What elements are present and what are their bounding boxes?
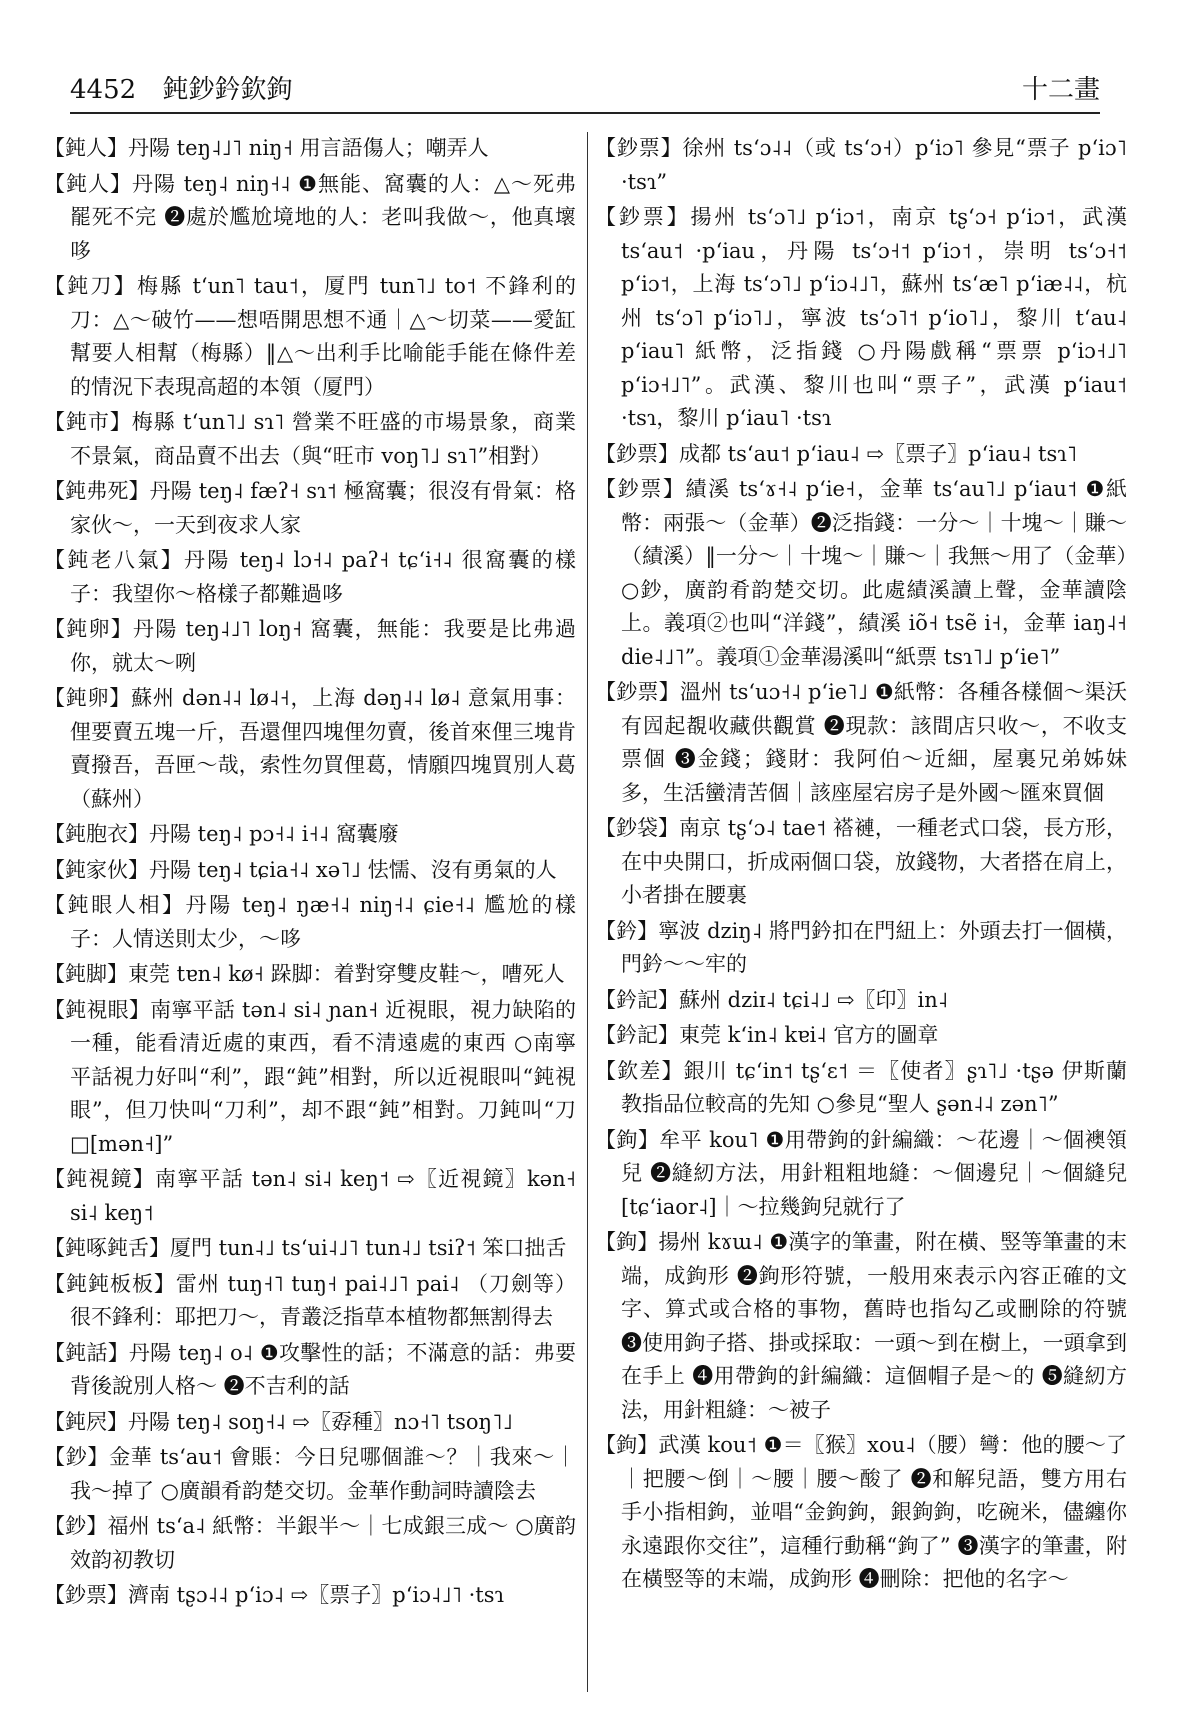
dictionary-entry: 【鈔票】溫州 tsʻuɔ˧˨ pʻie˥˩ ❶紙幣：各種各樣個～渠沃有囥起覩收藏供觀賞 ❷現款：該間店只收～，不收支票個 ❸金錢；錢財：我阿伯～近細，屋裏兄弟姊妹多，生活蠻清苦個｜該座屋宕房子是外國～匯來買個: [595, 680, 1127, 805]
header-characters: 鈍鈔鈐欽鉤: [162, 74, 293, 105]
dictionary-entry: 【鈍話】丹陽 teŋ˨ o˨ ❶攻擊性的話；不滿意的話：弗要背後說別人格～ ❷不吉利的話: [44, 1340, 576, 1398]
dictionary-entry: 【鈍卵】丹陽 teŋ˨˩˥ loŋ˧ 窩囊，無能：我要是比弗過你，就太～咧: [44, 617, 576, 675]
dictionary-entry: 【欽差】銀川 tɕʻin˦ tʂʻɛ˦ ＝〖使者〗ʂɿ˥˩ ·tʂə 伊斯蘭教指品位較高的先知 ○參見“聖人 ʂən˨˨ zən˥”: [595, 1058, 1127, 1116]
dictionary-entry: 【鈍弗死】丹陽 teŋ˨ fæʔ˧ sɿ˦ 極窩囊；很沒有骨氣：格家伙～，一天到夜求人家: [44, 479, 576, 537]
dictionary-entry: 【鈍視鏡】南寧平話 tən˨ si˨ keŋ˦ ⇨〖近視鏡〗kən˧ si˨ keŋ˦: [44, 1167, 576, 1225]
dictionary-entry: 【鈍鈍板板】雷州 tuŋ˧˥ tuŋ˧ pai˨˩˥ pai˨ （刀劍等）很不鋒利：耶把刀～，青叢泛指草本植物都無割得去: [44, 1271, 576, 1329]
dictionary-entry: 【鉤】揚州 kɤɯ˨ ❶漢字的筆畫，附在橫、竪等筆畫的末端，成鉤形 ❷鉤形符號，一般用來表示內容正確的文字、算式或合格的事物，舊時也指勾乙或刪除的符號 ❸使用鉤子搭、掛或採取：一頭～到在樹上，一頭拿到在手上 ❹用帶鉤的針編織：這個帽子是～的 ❺縫紉方法，用針粗縫：～被子: [595, 1230, 1127, 1422]
dictionary-entry: 【鈔票】濟南 tʂɔ˨˨ pʻiɔ˨ ⇨〖票子〗pʻiɔ˨˩˥ ·tsɿ: [44, 1583, 504, 1607]
dictionary-entry: 【鈍卵】蘇州 dən˨˨ lø˨˧，上海 dəŋ˨˨ lø˨ 意氣用事：俚要賣五塊一斤，吾還俚四塊俚勿賣，後首來俚三塊肯賣撥吾，吾匣～哉，索性勿買俚葛，情願四塊買別人葛（蘇州）: [44, 686, 576, 811]
dictionary-entry: 【鈍胞衣】丹陽 teŋ˨ pɔ˧˨ i˧˨ 窩囊廢: [44, 822, 399, 846]
dictionary-entry: 【鈍家伙】丹陽 teŋ˨ tɕia˧˨ xə˥˩ 怯懦、沒有勇氣的人: [44, 857, 557, 882]
dictionary-entry: 【鈔票】成都 tsʻau˦ pʻiau˨ ⇨〖票子〗pʻiau˨ tsɿ˥: [595, 441, 1078, 466]
dictionary-entry: 【鈔票】績溪 tsʻɤ˧˨ pʻie˧，金華 tsʻau˥˩ pʻiau˦ ❶紙幣：兩張～（金華）❷泛指錢：一分～｜十塊～｜賺～（績溪）‖一分～｜十塊～｜賺～｜我無～用了（金華）○鈔，廣韵肴韵楚交切。此處績溪讀上聲，金華讀陰上。義項②也叫“洋錢”，績溪 iõ˧ tsẽ i˧，金華 iaŋ˨˧ die˨˩˥”。義項①金華湯溪叫“紙票 tsɿ˥˩ pʻie˥”: [595, 477, 1127, 669]
dictionary-entry: 【鈔票】徐州 tsʻɔ˨˨（或 tsʻɔ˧）pʻiɔ˥ 參見“票子 pʻiɔ˥ ·tsɿ”: [595, 136, 1127, 194]
dictionary-entry: 【鉤】牟平 kou˥ ❶用帶鉤的針編織：～花邊｜～個襖領兒 ❷縫紉方法，用針粗粗地縫：～個邊兒｜～個縫兒[tɕʻiaor˨]｜～拉幾鉤兒就行了: [595, 1127, 1127, 1219]
dictionary-entry: 【鈔票】揚州 tsʻɔ˥˩ pʻiɔ˦，南京 tʂʻɔ˧ pʻiɔ˦，武漢 tsʻau˦ ·pʻiau，丹陽 tsʻɔ˧˦ pʻiɔ˦，崇明 tsʻɔ˧˦ pʻiɔ˦，上海 tsʻɔ˥˩ pʻiɔ˨˩˥，蘇州 tsʻæ˥ pʻiæ˨˨，杭州 tsʻɔ˥ pʻiɔ˥˩，寧波 tsʻɔ˥˦ pʻio˥˩，黎川 tʻau˨ pʻiau˥ 紙幣，泛指錢 ○丹陽戲稱“票票 pʻiɔ˧˩˥ pʻiɔ˧˩˥”。武漢、黎川也叫“票子”，武漢 pʻiau˦ ·tsɿ，黎川 pʻiau˥ ·tsɿ: [595, 205, 1127, 430]
dictionary-entry: 【鈐記】蘇州 dziɪ˨ tɕi˨˩ ⇨〖印〗in˨: [595, 987, 949, 1012]
dictionary-entry: 【鈔】金華 tsʻau˦ 會賬：今日兒哪個誰～？｜我來～｜我～掉了 ○廣韻肴韵楚交切。金華作動詞時讀陰去: [44, 1445, 576, 1503]
dictionary-entry: 【鈍屄】丹陽 teŋ˨ soŋ˧˨ ⇨〖孬種〗nɔ˧˥ tsoŋ˥˩: [44, 1409, 513, 1434]
dictionary-entry: 【鈍市】梅縣 tʻun˥˩ sɿ˥ 營業不旺盛的市場景象，商業不景氣，商品賣不出去（與“旺市 voŋ˥˩ sɿ˥”相對）: [44, 410, 576, 468]
dictionary-entry: 【鈍人】丹陽 teŋ˨˩˥ niŋ˧ 用言語傷人；嘲弄人: [44, 136, 489, 160]
section-title: 十二畫: [1021, 74, 1100, 105]
dictionary-entry: 【鈐記】東莞 kʻin˨ kɐi˨ 官方的圖章: [595, 1023, 939, 1047]
dictionary-entry: 【鈍啄鈍舌】厦門 tun˨˩ tsʻui˨˩˥ tun˨˩ tsiʔ˦ 笨口拙舌: [44, 1236, 567, 1260]
header-left: [70, 69, 310, 106]
column-divider: [587, 132, 588, 1692]
dictionary-entry: 【鈍視眼】南寧平話 tən˨ si˨ ɲan˧ 近視眼，視力缺陷的一種，能看清近處的東西，看不清遠處的東西 ○南寧平話視力好叫“利”，跟“鈍”相對，所以近視眼叫“鈍視眼”，但刀快叫“刀利”，却不跟“鈍”相對。刀鈍叫“刀□[mən˧]”: [44, 997, 576, 1156]
left-column: [44, 132, 576, 1707]
dictionary-entry: 【鈔】福州 tsʻa˨ 紙幣：半銀半～｜七成銀三成～ ○廣韵效韵初教切: [44, 1514, 576, 1572]
dictionary-entry: 【鈔袋】南京 tʂʻɔ˨ tae˦ 褡褳，一種老式口袋，長方形，在中央開口，折成兩個口袋，放錢物，大者搭在肩上，小者掛在腰裏: [595, 816, 1127, 907]
dictionary-entry: 【鉤】武漢 kou˦ ❶＝〖猴〗xou˨（腰）彎：他的腰～了｜把腰～倒｜～腰｜腰～酸了 ❷和解兒語，雙方用右手小指相鉤，並唱“金鉤鉤，銀鉤鉤，吃碗米，儘纏你永遠跟你交往”，這種行動稱“鉤了” ❸漢字的筆畫，附在橫竪等的末端，成鉤形 ❹刪除：把他的名字～: [595, 1433, 1127, 1591]
dictionary-entry: 【鈍人】丹陽 teŋ˨ niŋ˧˨ ❶無能、窩囊的人：△～死弗罷死不完 ❷處於尷尬境地的人：老叫我做～，他真壞哆: [44, 171, 576, 263]
dictionary-entry: 【鈍刀】梅縣 tʻun˥ tau˦，厦門 tun˥˩ to˦ 不鋒利的刀：△～破竹——想唔開思想不通｜△～切菜——愛缸幫要人相幫（梅縣）‖△～出利手比喻能手能在條件差的情況下表現高超的本領（厦門）: [44, 274, 576, 399]
page-header: [70, 62, 1100, 114]
dictionary-entry: 【鈍脚】東莞 tɐn˨ kø˧ 跺脚：着對穿雙皮鞋～，嘈死人: [44, 962, 565, 986]
dictionary-entry: 【鈐】寧波 dziŋ˨ 將門鈐扣在門紐上：外頭去打一個橫，門鈐～～牢的: [595, 918, 1127, 976]
dictionary-entry: 【鈍老八氣】丹陽 teŋ˨ lɔ˧˨ paʔ˧ tɕʻi˧˨ 很窩囊的樣子：我望你～格樣子都難過哆: [44, 548, 576, 606]
right-column: [595, 132, 1127, 1707]
dictionary-entry: 【鈍眼人相】丹陽 teŋ˨ ŋæ˧˨ niŋ˧˨ ɕie˧˨ 尷尬的樣子：人情送則太少，～哆: [44, 893, 576, 951]
page-number: 4452: [70, 74, 137, 105]
